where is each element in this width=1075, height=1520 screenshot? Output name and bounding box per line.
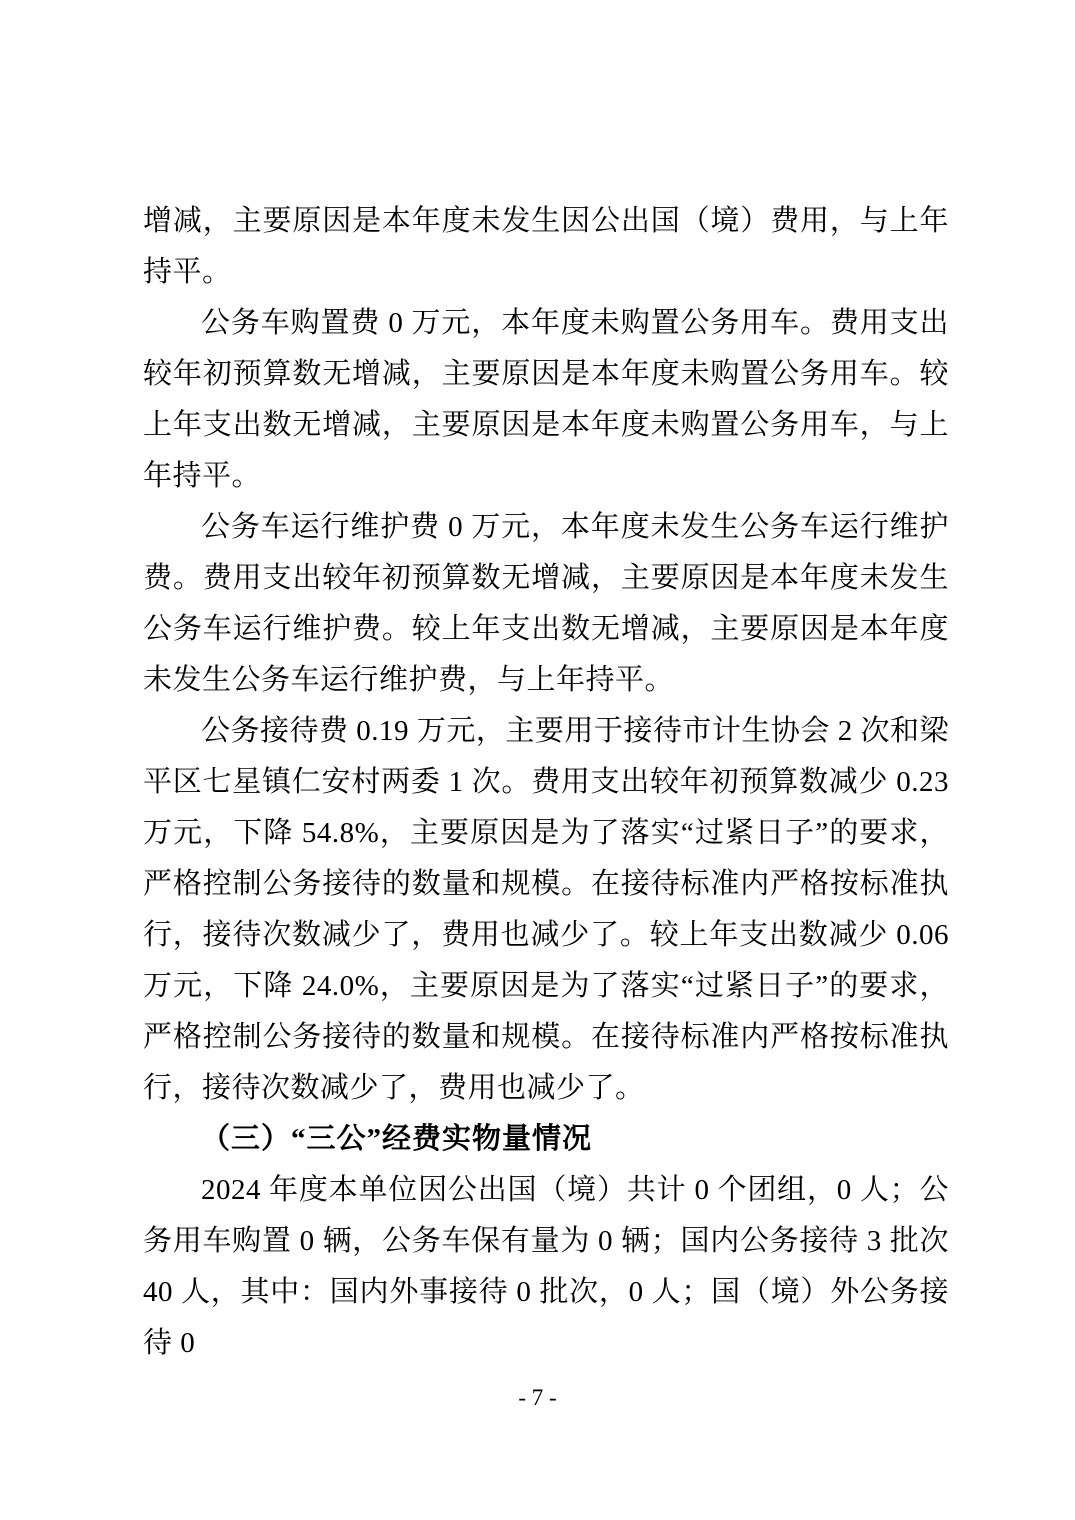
document-body <box>143 196 949 1369</box>
paragraph-physical-quantity: 2024 年度本单位因公出国（境）共计 0 个团组，0 人；公务用车购置 0 辆，公务车保有量为 0 辆；国内公务接待 3 批次 40 人，其中：国内外事接待 0 批次，0 人；国（境）外公务接待 0 <box>143 1174 949 1359</box>
paragraph-official-reception: 公务接待费 0.19 万元，主要用于接待市计生协会 2 次和梁平区七星镇仁安村两委 1 次。费用支出较年初预算数减少 0.23 万元，下降 54.8%，主要原因是为了落实“过紧日子”的要求，严格控制公务接待的数量和规模。在接待标准内严格按标准执行，接待次数减少了，费用也减少了。较上年支出数减少 0.06 万元，下降 24.0%，主要原因是为了落实“过紧日子”的要求，严格控制公务接待的数量和规模。在接待标准内严格按标准执行，接待次数减少了，费用也减少了。 <box>143 715 949 1104</box>
paragraph-travel-abroad-continuation: 增减，主要原因是本年度未发生因公出国（境）费用，与上年持平。 <box>143 205 949 288</box>
paragraph-vehicle-purchase: 公务车购置费 0 万元，本年度未购置公务用车。费用支出较年初预算数无增减，主要原因是本年度未购置公务用车。较上年支出数无增减，主要原因是本年度未购置公务用车，与上年持平。 <box>143 307 949 492</box>
page-number: - 7 - <box>518 1385 557 1410</box>
paragraph-vehicle-maintenance: 公务车运行维护费 0 万元，本年度未发生公务车运行维护费。费用支出较年初预算数无增减，主要原因是本年度未发生公务车运行维护费。较上年支出数无增减，主要原因是本年度未发生公务车运行维护费，与上年持平。 <box>143 511 949 696</box>
section-heading-three-public-expenses: （三）“三公”经费实物量情况 <box>201 1123 593 1155</box>
page-footer <box>0 1383 1075 1413</box>
